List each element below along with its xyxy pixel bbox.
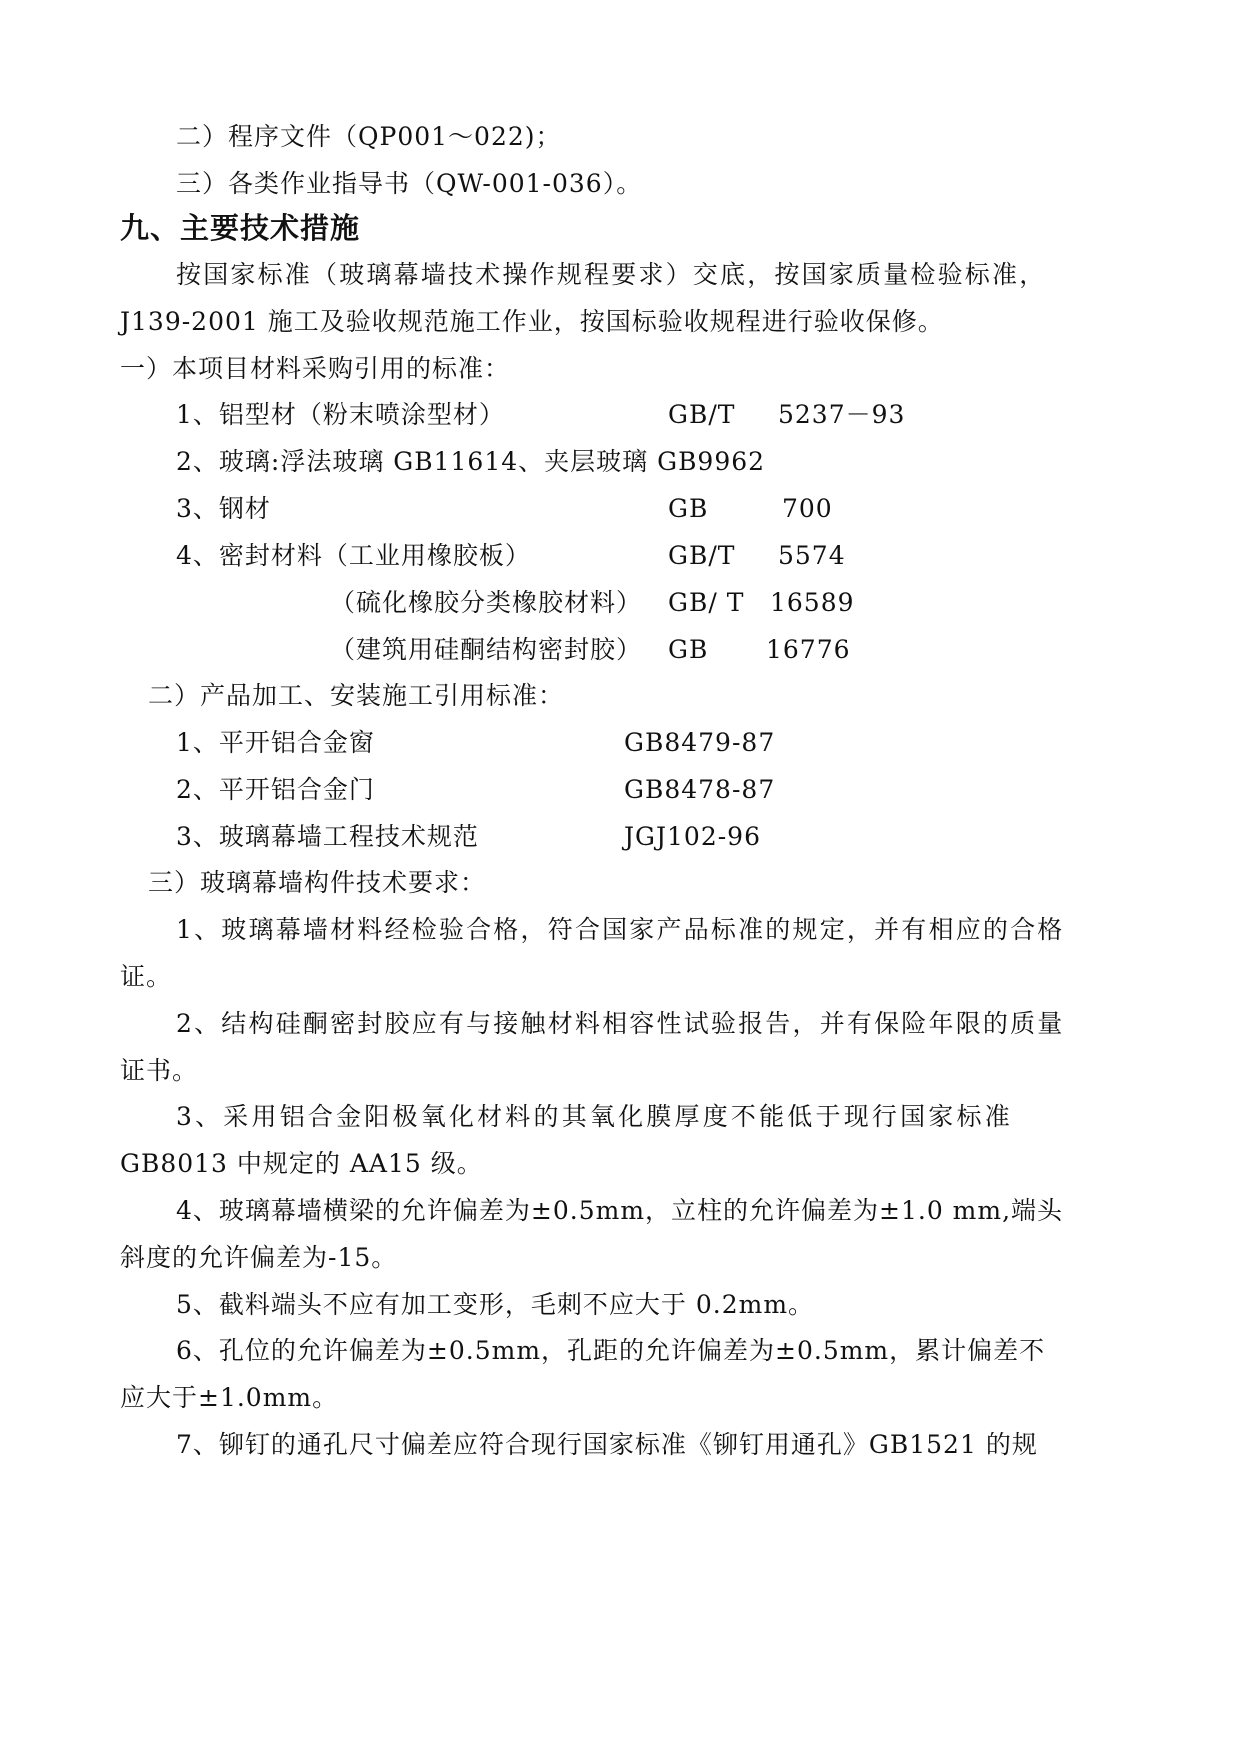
paragraph-line: J139-2001 施工及验收规范施工作业，按国标验收规程进行验收保修。 bbox=[120, 307, 944, 336]
standard-code: GB/T bbox=[668, 400, 736, 429]
paragraph-line: 按国家标准（玻璃幕墙技术操作规程要求）交底，按国家质量检验标准， bbox=[176, 260, 1047, 289]
list-item: 2、平开铝合金门 bbox=[176, 775, 375, 804]
subsection-heading: 二）产品加工、安装施工引用标准： bbox=[148, 681, 565, 710]
section-heading: 九、主要技术措施 bbox=[120, 211, 361, 245]
paragraph-line: 7、铆钉的通孔尺寸偏差应符合现行国家标准《铆钉用通孔》GB1521 的规 bbox=[176, 1430, 1038, 1459]
list-item: （硫化橡胶分类橡胶材料） bbox=[330, 588, 643, 617]
standard-code: GB bbox=[668, 635, 709, 664]
standard-number: 700 bbox=[782, 494, 833, 523]
standard-code: JGJ102-96 bbox=[624, 822, 761, 851]
paragraph-line: 证书。 bbox=[120, 1056, 199, 1085]
paragraph-line: 4、玻璃幕墙横梁的允许偏差为±0.5mm，立柱的允许偏差为±1.0 mm,端头 bbox=[176, 1196, 1064, 1225]
list-item: 3、玻璃幕墙工程技术规范 bbox=[176, 822, 479, 851]
standard-number: 16589 bbox=[770, 588, 855, 617]
paragraph-line: 1、玻璃幕墙材料经检验合格，符合国家产品标准的规定，并有相应的合格 bbox=[176, 915, 1065, 944]
paragraph-line: 应大于±1.0mm。 bbox=[120, 1383, 339, 1412]
standard-code: GB/T bbox=[668, 541, 736, 570]
subsection-heading: 一）本项目材料采购引用的标准： bbox=[120, 354, 511, 383]
text-line: 三）各类作业指导书（QW-001-036）。 bbox=[176, 169, 643, 198]
list-item: （建筑用硅酮结构密封胶） bbox=[330, 635, 643, 664]
paragraph-line: 斜度的允许偏差为-15。 bbox=[120, 1243, 398, 1272]
paragraph-line: 2、结构硅酮密封胶应有与接触材料相容性试验报告，并有保险年限的质量 bbox=[176, 1009, 1065, 1038]
standard-number: 5574 bbox=[778, 541, 846, 570]
standard-code: GB bbox=[668, 494, 709, 523]
subsection-heading: 三）玻璃幕墙构件技术要求： bbox=[148, 868, 487, 897]
standard-code: GB8478-87 bbox=[624, 775, 776, 804]
paragraph-line: 3、采用铝合金阳极氧化材料的其氧化膜厚度不能低于现行国家标准 bbox=[176, 1102, 1013, 1131]
paragraph-line: 5、截料端头不应有加工变形，毛刺不应大于 0.2mm。 bbox=[176, 1290, 815, 1319]
list-item: 1、平开铝合金窗 bbox=[176, 728, 375, 757]
list-item: 4、密封材料（工业用橡胶板） bbox=[176, 541, 531, 570]
list-item: 3、钢材 bbox=[176, 494, 271, 523]
list-item: 2、玻璃:浮法玻璃 GB11614、夹层玻璃 GB9962 bbox=[176, 447, 766, 476]
standard-number: 5237－93 bbox=[778, 400, 906, 429]
standard-number: 16776 bbox=[766, 635, 851, 664]
standard-code: GB/ T bbox=[668, 588, 745, 617]
paragraph-line: GB8013 中规定的 AA15 级。 bbox=[120, 1149, 483, 1178]
list-item: 1、铝型材（粉末喷涂型材） bbox=[176, 400, 505, 429]
paragraph-line: 6、孔位的允许偏差为±0.5mm，孔距的允许偏差为±0.5mm，累计偏差不 bbox=[176, 1336, 1046, 1365]
paragraph-line: 证。 bbox=[120, 962, 173, 991]
standard-code: GB8479-87 bbox=[624, 728, 776, 757]
text-line: 二）程序文件（QP001～022)； bbox=[176, 122, 562, 151]
